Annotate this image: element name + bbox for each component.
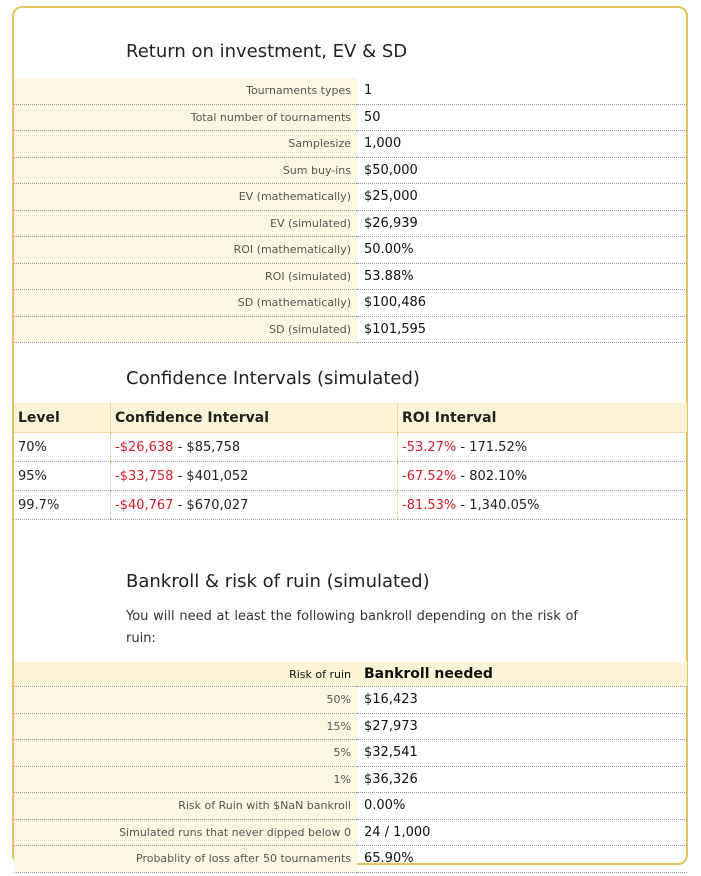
row-value: $26,939 [357, 210, 687, 237]
row-label: Tournaments types [14, 78, 357, 104]
row-value: 0.00% [357, 793, 687, 820]
roi-interval-cell [398, 462, 688, 491]
roi-separator: - [456, 439, 470, 455]
ci-separator: - [173, 439, 187, 455]
bankroll-table [14, 662, 687, 873]
ci-high: $401,052 [186, 468, 249, 484]
table-row [14, 184, 687, 211]
level-cell: 99.7% [14, 491, 111, 520]
roi-high: 1,340.05% [469, 497, 540, 513]
table-row [14, 846, 687, 873]
row-value: 1,000 [357, 131, 687, 158]
roi-low: -67.52% [402, 468, 457, 484]
roi-separator: - [456, 497, 470, 513]
row-label: ROI (simulated) [14, 263, 357, 290]
table-row [14, 793, 687, 820]
table-row [14, 766, 687, 793]
roi-separator: - [456, 468, 470, 484]
ci-section-title: Confidence Intervals (simulated) [126, 368, 420, 389]
column-header-level: Level [14, 403, 111, 433]
row-value: 53.88% [357, 263, 687, 290]
bankroll-description: You will need at least the following bankroll depending on the risk of ruin: [126, 609, 578, 646]
bankroll-section-title: Bankroll & risk of ruin (simulated) [126, 571, 430, 592]
roi-low: -53.27% [402, 439, 457, 455]
column-header-risk-of-ruin: Risk of ruin [14, 662, 357, 687]
roi-section-title: Return on investment, EV & SD [126, 41, 408, 62]
row-label: 1% [14, 766, 357, 793]
column-header-confidence-interval: Confidence Interval [111, 403, 398, 433]
table-header-row [14, 403, 687, 433]
row-label: Simulated runs that never dipped below 0 [14, 819, 357, 846]
row-label: Sum buy-ins [14, 157, 357, 184]
row-value: $50,000 [357, 157, 687, 184]
ci-high: $85,758 [186, 439, 241, 455]
row-label: Samplesize [14, 131, 357, 158]
column-header-roi-interval: ROI Interval [398, 403, 688, 433]
level-cell: 95% [14, 462, 111, 491]
row-label: 15% [14, 713, 357, 740]
row-label: 5% [14, 740, 357, 767]
row-label: ROI (mathematically) [14, 237, 357, 264]
table-row [14, 290, 687, 317]
row-label: Probablity of loss after 50 tournaments [14, 846, 357, 873]
row-value: $27,973 [357, 713, 687, 740]
row-value: 1 [357, 78, 687, 104]
row-value: $100,486 [357, 290, 687, 317]
table-row [14, 687, 687, 714]
table-row [14, 263, 687, 290]
confidence-interval-cell [111, 462, 398, 491]
confidence-interval-cell [111, 433, 398, 462]
table-row [14, 316, 687, 343]
row-label: SD (simulated) [14, 316, 357, 343]
ci-high: $670,027 [186, 497, 249, 513]
row-value: $36,326 [357, 766, 687, 793]
ci-low: -$26,638 [115, 439, 174, 455]
table-row [14, 713, 687, 740]
row-value: 24 / 1,000 [357, 819, 687, 846]
table-row [14, 740, 687, 767]
level-cell: 70% [14, 433, 111, 462]
row-label: Total number of tournaments [14, 104, 357, 131]
row-value: $32,541 [357, 740, 687, 767]
table-row [14, 491, 687, 520]
row-value: 65.90% [357, 846, 687, 873]
row-value: 50.00% [357, 237, 687, 264]
table-row [14, 131, 687, 158]
roi-high: 171.52% [469, 439, 528, 455]
table-row [14, 433, 687, 462]
roi-table [14, 78, 687, 343]
table-row [14, 210, 687, 237]
table-row [14, 157, 687, 184]
row-label: EV (simulated) [14, 210, 357, 237]
table-row [14, 237, 687, 264]
row-value: 50 [357, 104, 687, 131]
column-header-bankroll-needed: Bankroll needed [357, 662, 687, 687]
ci-separator: - [173, 497, 187, 513]
confidence-interval-cell [111, 491, 398, 520]
table-row [14, 819, 687, 846]
row-label: Risk of Ruin with $NaN bankroll [14, 793, 357, 820]
ci-low: -$40,767 [115, 497, 174, 513]
roi-interval-cell [398, 491, 688, 520]
roi-high: 802.10% [469, 468, 528, 484]
ci-separator: - [173, 468, 187, 484]
row-label: 50% [14, 687, 357, 714]
row-label: SD (mathematically) [14, 290, 357, 317]
roi-low: -81.53% [402, 497, 457, 513]
table-row [14, 462, 687, 491]
table-header-row [14, 662, 687, 687]
roi-interval-cell [398, 433, 688, 462]
row-value: $101,595 [357, 316, 687, 343]
confidence-interval-table [14, 403, 687, 520]
row-value: $16,423 [357, 687, 687, 714]
table-row [14, 78, 687, 104]
row-value: $25,000 [357, 184, 687, 211]
table-row [14, 104, 687, 131]
row-label: EV (mathematically) [14, 184, 357, 211]
ci-low: -$33,758 [115, 468, 174, 484]
